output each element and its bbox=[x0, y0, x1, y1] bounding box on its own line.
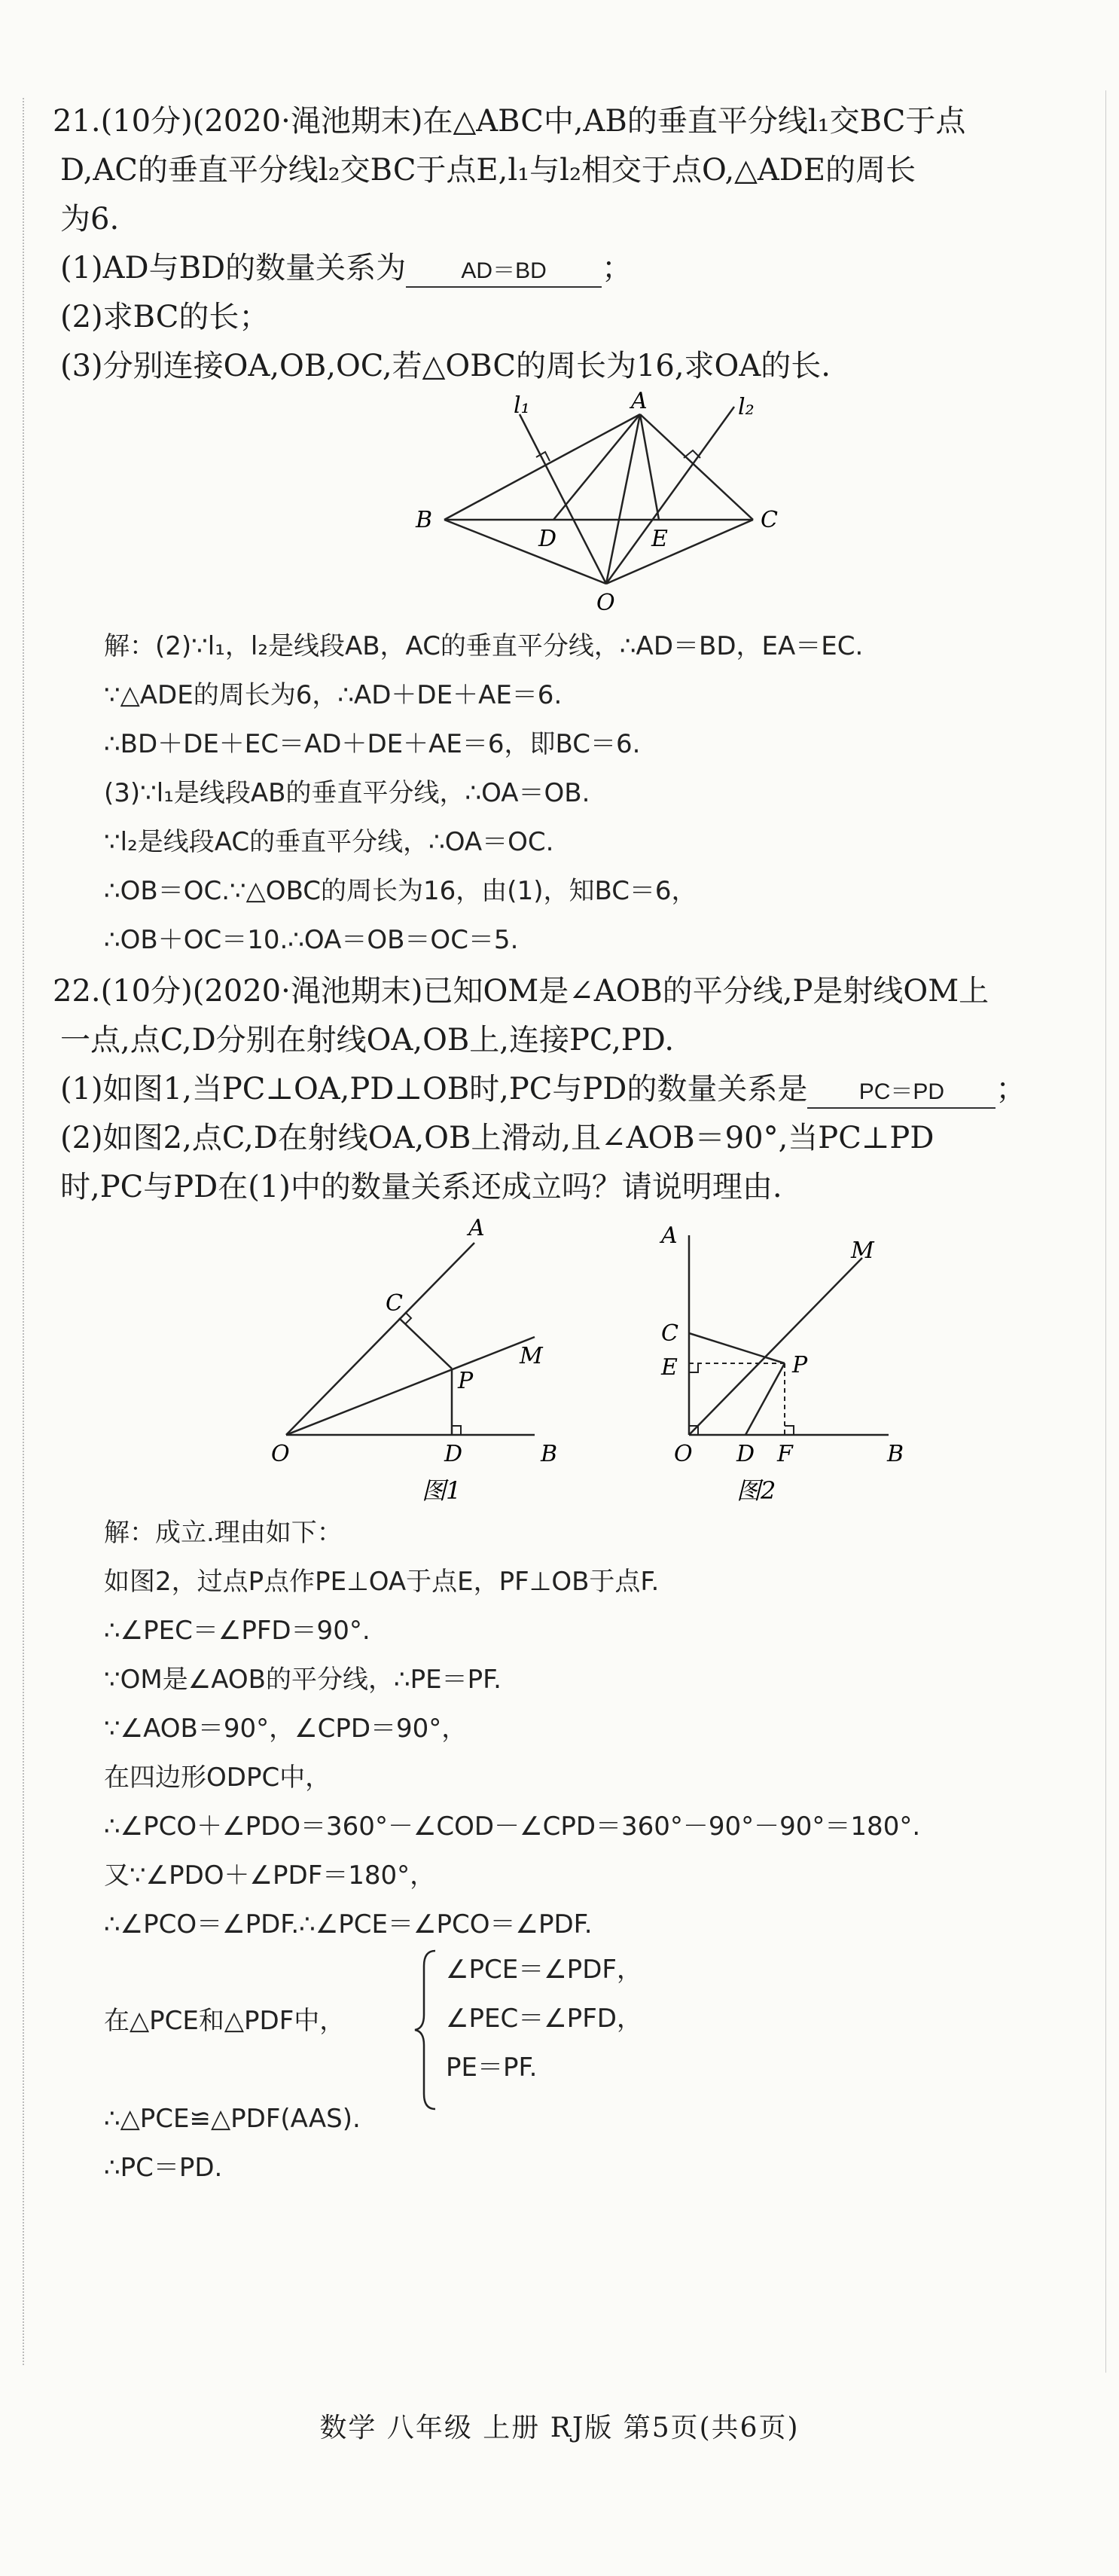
q22-part2-line-1: (2)如图2,点C,D在射线OA,OB上滑动,且∠AOB＝90°,当PC⊥PD bbox=[60, 1121, 935, 1155]
q22-stem-line-2: 一点,点C,D分别在射线OA,OB上,连接PC,PD. bbox=[60, 1023, 675, 1058]
right-angle-mark-E bbox=[689, 1363, 698, 1372]
fig1-label-O: O bbox=[271, 1441, 290, 1467]
q22-part1-prefix: (1)如图1,当PC⊥OA,PD⊥OB时,PC与PD的数量关系是 bbox=[60, 1072, 808, 1106]
q21-solution-line-5: ∵l₂是线段AC的垂直平分线，∴OA＝OC. bbox=[104, 827, 554, 857]
q22-solution-line-5: ∵∠AOB＝90°，∠CPD＝90°， bbox=[104, 1714, 468, 1744]
q22-solution-line-7: ∴∠PCO＋∠PDO＝360°－∠COD－∠CPD＝360°－90°－90°＝180°. bbox=[104, 1811, 921, 1842]
q22-solution-line-12: ∴PC＝PD. bbox=[104, 2153, 223, 2183]
q21-solution-line-6: ∴OB＝OC.∵△OBC的周长为16，由(1)，知BC＝6， bbox=[104, 876, 697, 906]
fig1-label-C: C bbox=[386, 1290, 403, 1317]
q21-solution-line-7: ∴OB＋OC＝10.∴OA＝OB＝OC＝5. bbox=[104, 925, 519, 955]
q22-system-line-2: ∠PEC＝∠PFD， bbox=[446, 2004, 642, 2034]
label-A: A bbox=[631, 392, 648, 414]
ray-OM bbox=[286, 1337, 535, 1435]
left-margin-rule bbox=[23, 98, 25, 2365]
q22-solution-line-8: 又∵∠PDO＋∠PDF＝180°， bbox=[104, 1860, 436, 1891]
fig2-label-E: E bbox=[661, 1354, 678, 1381]
right-angle-mark-C bbox=[405, 1312, 411, 1324]
fig2-label-D: D bbox=[736, 1441, 755, 1467]
fig2-label-A: A bbox=[661, 1222, 678, 1249]
q22-system-line-3: PE＝PF. bbox=[446, 2053, 538, 2083]
page-footer: 数学 八年级 上册 RJ版 第5页(共6页) bbox=[319, 2413, 800, 2443]
q21-part1-suffix: ； bbox=[602, 251, 633, 285]
fig1-label-B: B bbox=[541, 1441, 558, 1467]
segment-PD bbox=[745, 1363, 785, 1435]
label-D: D bbox=[538, 526, 557, 552]
segment-AD bbox=[553, 414, 640, 520]
ray-OM bbox=[689, 1258, 862, 1435]
q22-solution-line-2: 如图2，过点P点作PE⊥OA于点E，PF⊥OB于点F. bbox=[104, 1567, 660, 1597]
q21-stem-line-2: D,AC的垂直平分线l₂交BC于点E,l₁与l₂相交于点O,△ADE的周长 bbox=[60, 153, 916, 188]
label-l2: l₂ bbox=[738, 394, 755, 420]
q21-part1 bbox=[60, 249, 632, 288]
brace-icon bbox=[413, 1947, 443, 2113]
label-l1: l₁ bbox=[514, 392, 530, 419]
fig2-label-M: M bbox=[851, 1238, 874, 1264]
q22-solution-line-3: ∴∠PEC＝∠PFD＝90°. bbox=[104, 1616, 370, 1646]
q22-figure-1 bbox=[264, 1213, 580, 1514]
fig1-caption: 图1 bbox=[422, 1476, 462, 1505]
q21-stem-line-1: 21.(10分)(2020·渑池期末)在△ABC中,AB的垂直平分线l₁交BC于点 bbox=[53, 104, 966, 139]
fig1-label-A: A bbox=[468, 1215, 485, 1241]
q21-solution-line-3: ∴BD＋DE＋EC＝AD＋DE＋AE＝6，即BC＝6. bbox=[104, 729, 641, 759]
fig1-label-D: D bbox=[444, 1441, 463, 1467]
q21-stem-line-3: 为6. bbox=[60, 202, 120, 237]
fig2-label-F: F bbox=[777, 1441, 793, 1467]
q22-solution-line-9: ∴∠PCO＝∠PDF.∴∠PCE＝∠PCO＝∠PDF. bbox=[104, 1909, 593, 1940]
right-angle-mark-D bbox=[452, 1426, 461, 1435]
q22-solution-line-11: ∴△PCE≌△PDF(AAS). bbox=[104, 2104, 361, 2134]
q22-solution-line-4: ∵OM是∠AOB的平分线，∴PE＝PF. bbox=[104, 1665, 502, 1695]
q22-system-line-1: ∠PCE＝∠PDF， bbox=[446, 1955, 642, 1985]
fig2-label-C: C bbox=[661, 1320, 678, 1347]
q21-solution-line-1: 解：(2)∵l₁，l₂是线段AB，AC的垂直平分线，∴AD＝BD，EA＝EC. bbox=[104, 631, 864, 661]
q21-part2: (2)求BC的长； bbox=[60, 300, 270, 334]
q22-solution-line-1: 解：成立.理由如下： bbox=[104, 1518, 343, 1548]
segment-PC bbox=[399, 1318, 452, 1369]
q21-solution-line-4: (3)∵l₁是线段AB的垂直平分线，∴OA＝OB. bbox=[104, 778, 590, 808]
q21-figure bbox=[399, 392, 791, 618]
segment-BA bbox=[444, 414, 640, 520]
fig2-caption: 图2 bbox=[736, 1476, 776, 1505]
right-margin-rule bbox=[1105, 90, 1107, 2373]
q22-stem-line-1: 22.(10分)(2020·渑池期末)已知OM是∠AOB的平分线,P是射线OM上 bbox=[53, 974, 989, 1009]
fig2-label-P: P bbox=[792, 1352, 808, 1378]
label-E: E bbox=[651, 526, 668, 552]
label-C: C bbox=[761, 507, 778, 533]
q22-part1-answer: PC＝PD bbox=[807, 1077, 996, 1109]
segment-PC bbox=[689, 1333, 785, 1363]
right-angle-mark-F bbox=[785, 1426, 794, 1435]
q22-part2-line-2: 时,PC与PD在(1)中的数量关系还成立吗？请说明理由. bbox=[60, 1170, 782, 1204]
q22-part1 bbox=[60, 1070, 1026, 1109]
fig1-label-P: P bbox=[458, 1368, 474, 1394]
q22-figure-2 bbox=[648, 1213, 934, 1514]
label-B: B bbox=[416, 507, 433, 533]
segment-AO bbox=[606, 414, 640, 584]
label-O: O bbox=[596, 590, 615, 616]
fig1-label-M: M bbox=[520, 1343, 543, 1369]
q22-solution-line-10: 在△PCE和△PDF中， bbox=[104, 2006, 346, 2036]
fig2-label-O: O bbox=[674, 1441, 693, 1467]
system-brace bbox=[413, 1947, 443, 2113]
q22-solution-line-6: 在四边形ODPC中， bbox=[104, 1763, 331, 1793]
segment-BO bbox=[444, 520, 606, 584]
fig2-label-B: B bbox=[887, 1441, 904, 1467]
q22-part1-suffix: ； bbox=[996, 1072, 1026, 1106]
q21-part3: (3)分别连接OA,OB,OC,若△OBC的周长为16,求OA的长. bbox=[60, 349, 831, 383]
q21-solution-line-2: ∵△ADE的周长为6，∴AD＋DE＋AE＝6. bbox=[104, 680, 563, 710]
q21-part1-prefix: (1)AD与BD的数量关系为 bbox=[60, 251, 407, 285]
q21-part1-answer: AD＝BD bbox=[406, 256, 602, 288]
ray-OA bbox=[286, 1243, 474, 1435]
